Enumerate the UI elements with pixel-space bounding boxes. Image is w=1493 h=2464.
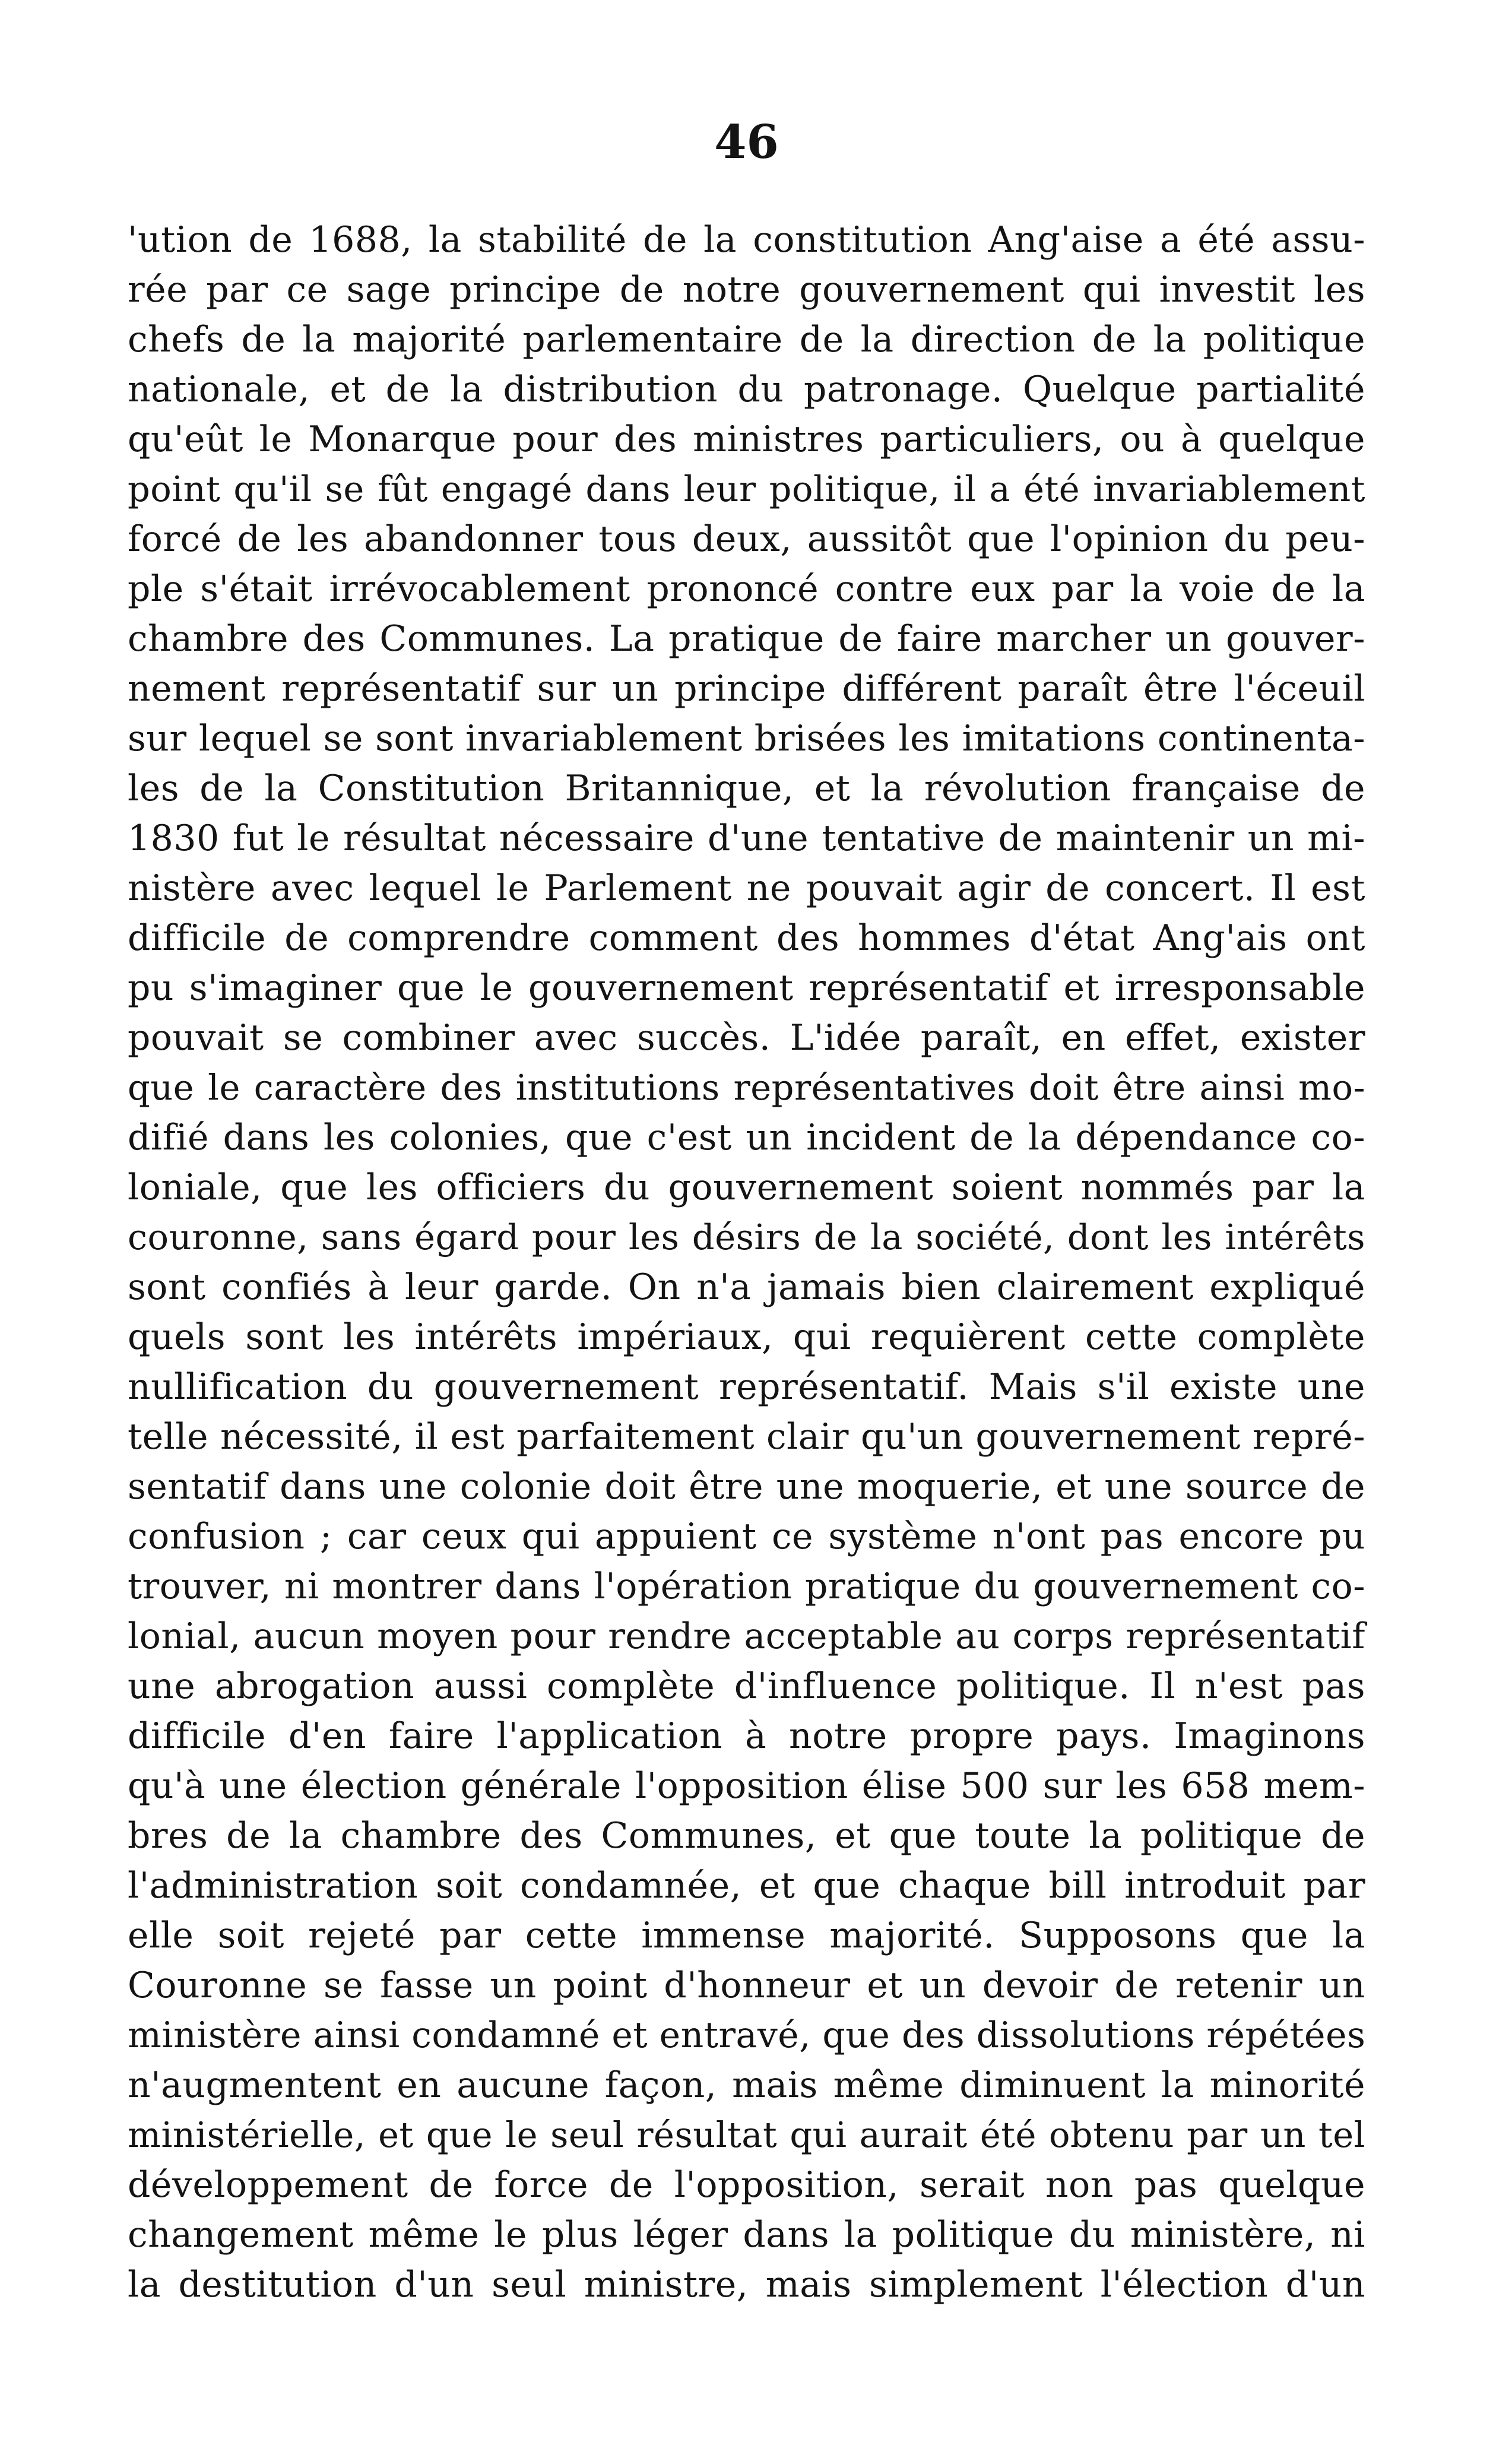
text-line: nullification du gouvernement représentatif. Mais s'il existe une [128, 1366, 1365, 1408]
text-line: ple s'était irrévocablement prononcé contre eux par la voie de la [128, 568, 1365, 610]
text-line: pu s'imaginer que le gouvernement représentatif et irresponsable [128, 967, 1365, 1009]
text-line: la destitution d'un seul ministre, mais simplement l'élection d'un [128, 2264, 1365, 2305]
text-line: rée par ce sage principe de notre gouvernement qui investit les [128, 269, 1365, 311]
text-line: qu'eût le Monarque pour des ministres particuliers, ou à quelque [128, 419, 1365, 460]
text-line: elle soit rejeté par cette immense majorité. Supposons que la [128, 1915, 1365, 1956]
text-line: 'ution de 1688, la stabilité de la constitution Ang'aise a été assu- [128, 219, 1365, 261]
text-line: n'augmentent en aucune façon, mais même diminuent la minorité [128, 2064, 1365, 2106]
text-line: bres de la chambre des Communes, et que toute la politique de [128, 1815, 1365, 1857]
text-line: sentatif dans une colonie doit être une moquerie, et une source de [128, 1466, 1365, 1507]
text-line: nement représentatif sur un principe différent paraît être l'éceuil [128, 668, 1365, 710]
text-line: Couronne se fasse un point d'honneur et un devoir de retenir un [128, 1965, 1365, 2006]
page-number: 46 [714, 115, 779, 169]
body-text [128, 215, 1365, 2310]
text-line: changement même le plus léger dans la politique du ministère, ni [128, 2214, 1365, 2256]
text-line: trouver, ni montrer dans l'opération pratique du gouvernement co- [128, 1566, 1365, 1607]
text-line: difficile de comprendre comment des hommes d'état Ang'ais ont [128, 917, 1365, 959]
text-line: nationale, et de la distribution du patronage. Quelque partialité [128, 369, 1365, 410]
text-line: 1830 fut le résultat nécessaire d'une tentative de maintenir un mi- [128, 818, 1365, 859]
text-line: chefs de la majorité parlementaire de la direction de la politique [128, 319, 1365, 360]
text-line: point qu'il se fût engagé dans leur politique, il a été invariablement [128, 468, 1365, 509]
text-line: quels sont les intérêts impériaux, qui requièrent cette complète [128, 1316, 1365, 1358]
text-line: telle nécessité, il est parfaitement clair qu'un gouvernement repré- [128, 1416, 1365, 1458]
text-line: une abrogation aussi complète d'influence politique. Il n'est pas [128, 1665, 1365, 1707]
text-line: confusion ; car ceux qui appuient ce système n'ont pas encore pu [128, 1516, 1365, 1557]
text-line: lonial, aucun moyen pour rendre acceptable au corps représentatif [128, 1616, 1365, 1657]
text-line: l'administration soit condamnée, et que chaque bill introduit par [128, 1865, 1365, 1906]
text-line: chambre des Communes. La pratique de faire marcher un gouver- [128, 618, 1365, 660]
text-line: les de la Constitution Britannique, et la révolution française de [128, 768, 1365, 809]
text-line: difficile d'en faire l'application à notre propre pays. Imaginons [128, 1715, 1365, 1757]
text-line: ministérielle, et que le seul résultat qui aurait été obtenu par un tel [128, 2114, 1365, 2155]
text-line: qu'à une élection générale l'opposition élise 500 sur les 658 mem- [128, 1765, 1365, 1807]
text-line: que le caractère des institutions représentatives doit être ainsi mo- [128, 1067, 1365, 1108]
text-line: sont confiés à leur garde. On n'a jamais bien clairement expliqué [128, 1266, 1365, 1308]
text-line: forcé de les abandonner tous deux, aussitôt que l'opinion du peu- [128, 518, 1365, 560]
text-line: ministère ainsi condamné et entravé, que des dissolutions répétées [128, 2015, 1366, 2056]
text-line: difié dans les colonies, que c'est un incident de la dépendance co- [128, 1117, 1365, 1158]
text-line: pouvait se combiner avec succès. L'idée paraît, en effet, exister [128, 1017, 1365, 1059]
text-line: nistère avec lequel le Parlement ne pouvait agir de concert. Il est [128, 867, 1365, 909]
text-line: sur lequel se sont invariablement brisées les imitations continenta- [128, 718, 1365, 759]
text-line: loniale, que les officiers du gouvernement soient nommés par la [128, 1167, 1365, 1208]
text-line: développement de force de l'opposition, serait non pas quelque [128, 2164, 1365, 2206]
text-line: couronne, sans égard pour les désirs de la société, dont les intérêts [128, 1217, 1365, 1258]
